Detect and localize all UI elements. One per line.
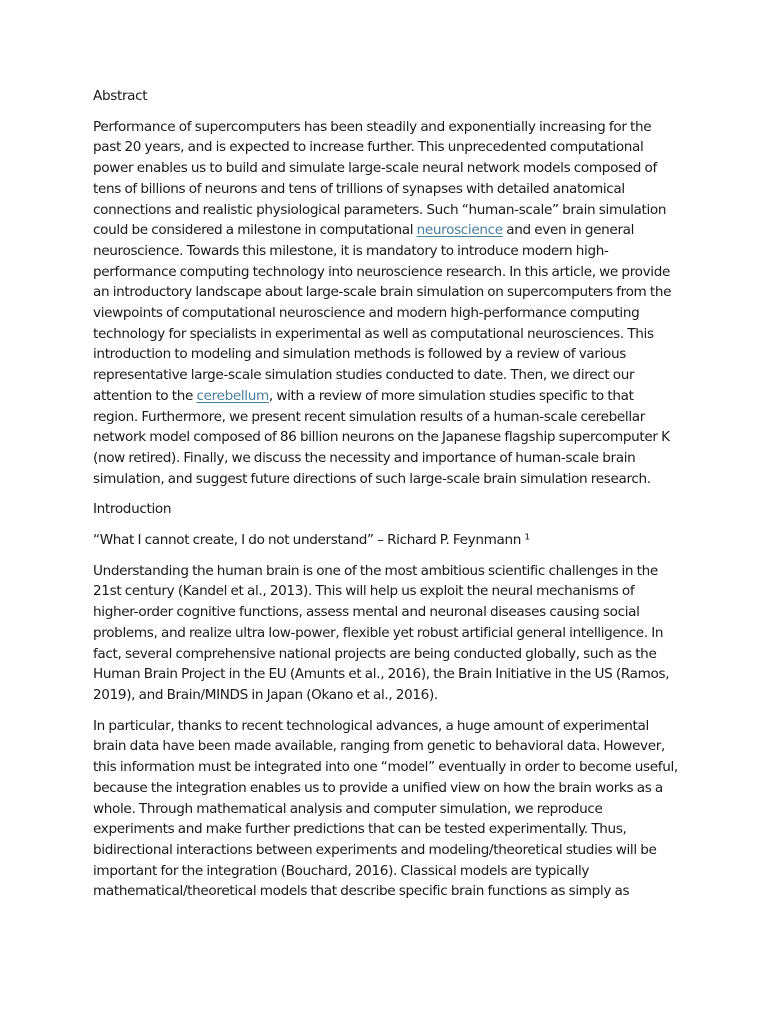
- intro-paragraph-1: Understanding the human brain is one of the most ambitious scientific challenges in the 21st century (Kandel et al., 2013). This will help us exploit the neural mechanisms of higher-order cognitive functions, assess mental and neuronal diseases causing social problems, and realize ultra low-power, flexible yet robust artificial general intelligence. In fact, several comprehensive national projects are being conducted globally, such as the Human Brain Project in the EU (Amunts et al., 2016), the Brain Initiative in the US (Ramos, 2019), and Brain/MINDS in Japan (Okano et al., 2016).: [93, 562, 670, 703]
- intro-paragraph-2: In particular, thanks to recent technological advances, a huge amount of experimental brain data have been made available, ranging from genetic to behavioral data. However, this information must be integrated into one “model” eventually in order to become useful, because the integration enables us to provide a unified view on how the brain works as a whole. Through mathematical analysis and computer simulation, we reproduce experiments and make further predictions that can be tested experimentally. Thus, bidirectional interactions between experiments and modeling/theoretical studies will be important for the integration (Bouchard, 2016). Classical models are typically mathematical/theoretical models that describe specific brain functions as simply as: [93, 717, 678, 900]
- abstract-text-part-1: Performance of supercomputers has been steadily and exponentially increasing for the past 20 years, and is expected to increase further. This unprecedented computational power enables us to build and simulate large-scale neural network models composed of tens of billions of neurons and tens of trillions of synapses with detailed anatomical connections and realistic physiological parameters. Such “human-scale” brain simulation could be considered a milestone in computational: [93, 118, 667, 239]
- abstract-heading: Abstract: [93, 88, 148, 104]
- cerebellum-link[interactable]: cerebellum: [196, 387, 269, 404]
- abstract-paragraph: [93, 117, 679, 490]
- abstract-text-part-2: and even in general neuroscience. Towards this milestone, it is mandatory to introduce modern high-performance computing technology into neuroscience research. In this article, we provide an introductory landscape about large-scale brain simulation on supercomputers from the viewpoints of computational neuroscience and modern high-performance computing technology for specialists in experimental as well as computational neurosciences. This introduction to modeling and simulation methods is followed by a review of various representative large-scale simulation studies conducted to date. Then, we direct our attention to the: [93, 222, 672, 404]
- article-body: [93, 86, 679, 912]
- neuroscience-link[interactable]: neuroscience: [416, 222, 503, 239]
- feynman-quote: “What I cannot create, I do not understand” – Richard P. Feynmann ¹: [93, 532, 530, 549]
- introduction-heading: Introduction: [93, 501, 172, 518]
- abstract-text-part-3: , with a review of more simulation studies specific to that region. Furthermore, we present recent simulation results of a human-scale cerebellar network model composed of 86 billion neurons on the Japanese flagship supercomputer K (now retired). Finally, we discuss the necessity and importance of human-scale brain simulation, and suggest future directions of such large-scale brain simulation research.: [93, 387, 670, 487]
